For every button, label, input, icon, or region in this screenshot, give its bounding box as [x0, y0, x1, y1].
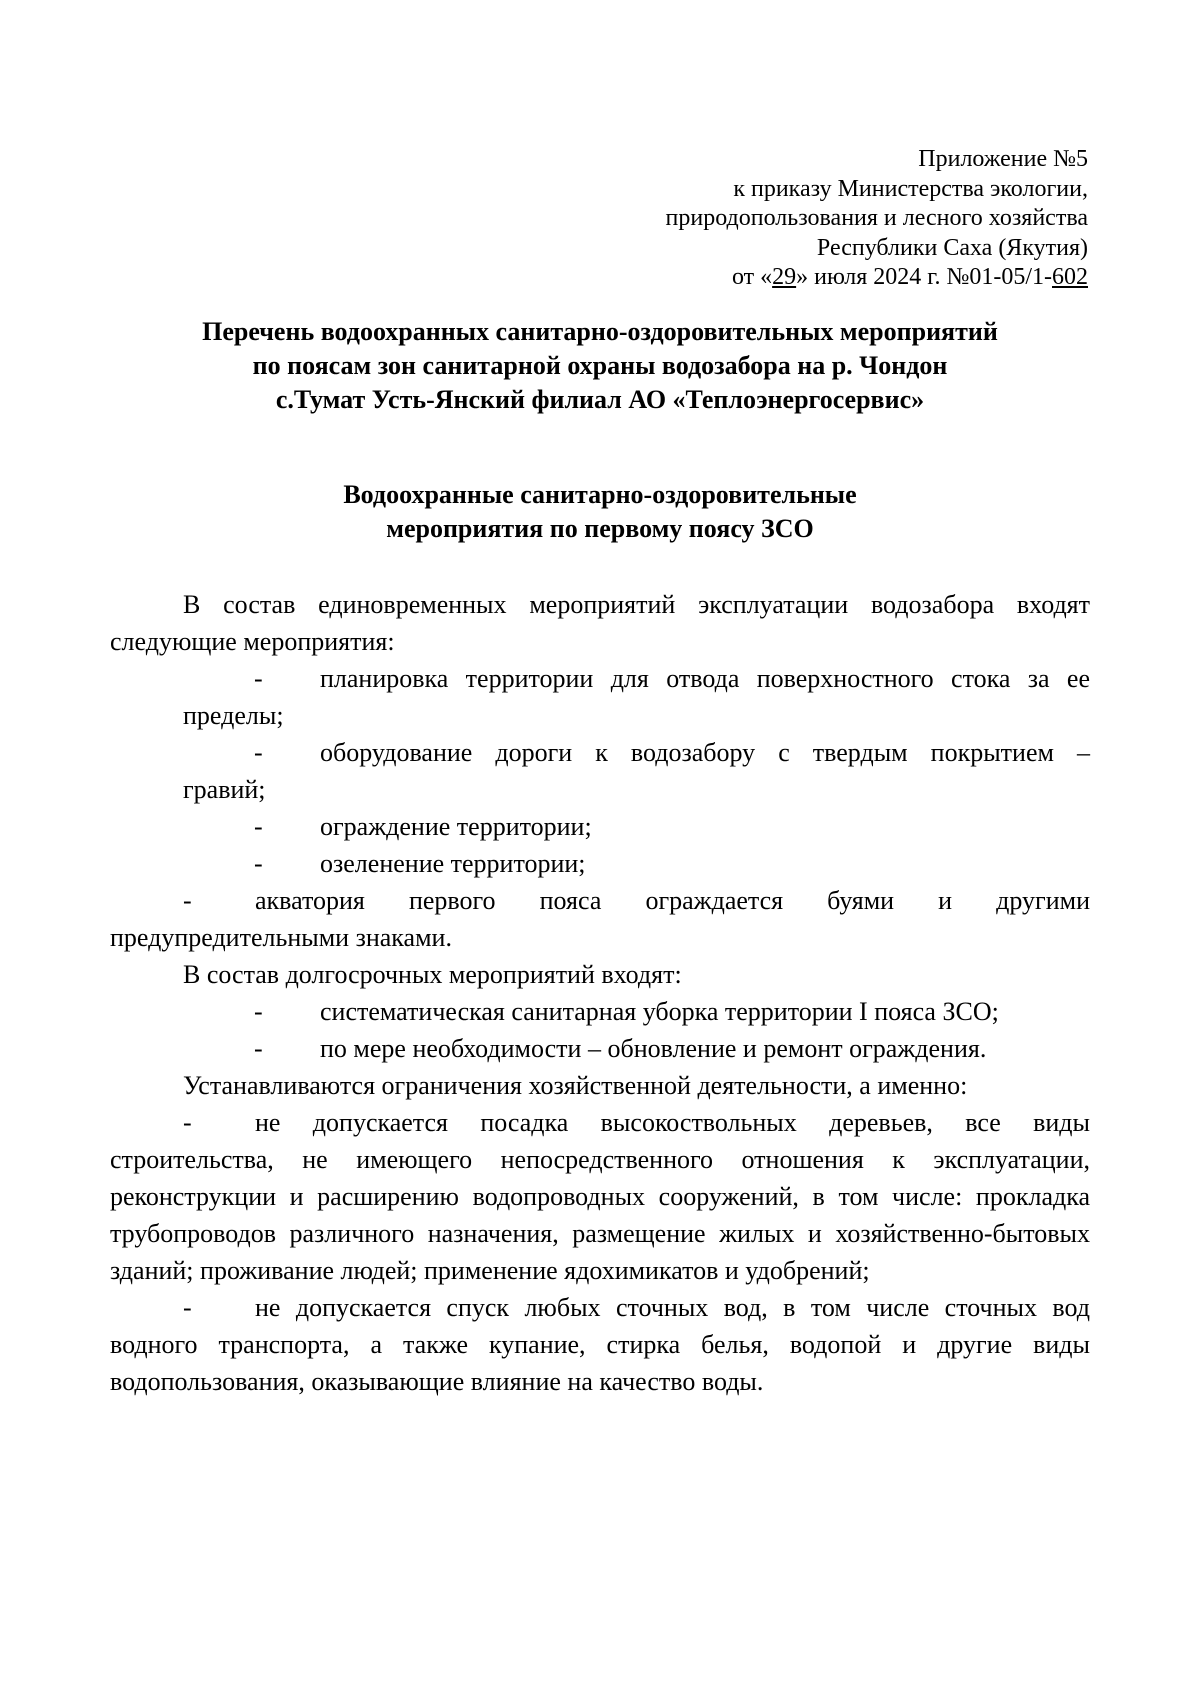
approval-line-4: Республики Саха (Якутия) [816, 234, 1088, 261]
approval-stamp-block [666, 145, 1088, 293]
list-item-text: ограждение территории; [320, 812, 592, 841]
list-dash: - [183, 1108, 192, 1137]
one-time-measures-intro: В состав единовременных мероприятий эксплуатации водозабора входят следующие мероприятия: [110, 590, 1090, 656]
approval-line-5 [666, 263, 1088, 293]
list-item-continuation: гравий; [183, 775, 266, 804]
list-item [110, 1030, 1090, 1067]
restriction-text: не допускается посадка высокоствольных деревьев, все виды строительства, не имеющего непосредственного отношения к эксплуатации, реконструкции и расширению водопроводных сооружений, в том числе: прокладка трубопроводов различного назначения, размещение жилых и хозяйственно-бытовых зданий; проживание людей; применение ядохимикатов и удобрений; [110, 1108, 1090, 1285]
title-line-3: с.Тумат Усть-Янский филиал АО «Теплоэнергосервис» [275, 385, 925, 414]
list-item [110, 993, 1090, 1030]
list-item [110, 734, 1090, 771]
restrictions-intro: Устанавливаются ограничения хозяйственной деятельности, а именно: [183, 1071, 968, 1100]
aquatory-text: акватория первого пояса ограждается буями и другими [255, 886, 1090, 915]
list-dash: - [254, 738, 263, 767]
list-dash: - [183, 1293, 192, 1322]
restriction-text: не допускается спуск любых сточных вод, в том числе сточных вод водного транспорта, а также купание, стирка белья, водопой и другие виды водопользования, оказывающие влияние на качество воды. [110, 1293, 1090, 1396]
approval-date-middle: » июля 2024 г. №01-05/1- [796, 264, 1052, 290]
section-heading-line-2: мероприятия по первому поясу ЗСО [386, 514, 814, 543]
list-item [110, 808, 1090, 845]
list-dash: - [254, 1034, 263, 1063]
list-item [110, 845, 1090, 882]
list-dash: - [254, 997, 263, 1026]
restriction-item [110, 1289, 1090, 1400]
list-dash: - [183, 886, 192, 915]
approval-order-number: 602 [1052, 264, 1088, 290]
aquatory-item [110, 882, 1090, 919]
approval-line-1: Приложение №5 [918, 146, 1088, 172]
approval-line-3: природопользования и лесного хозяйства [665, 205, 1088, 231]
title-line-1: Перечень водоохранных санитарно-оздоровительных мероприятий [202, 317, 998, 346]
list-item-text: оборудование дороги к водозабору с твердым покрытием – [320, 738, 1090, 767]
document-body [110, 586, 1090, 1400]
aquatory-continuation: предупредительными знаками. [110, 923, 452, 952]
document-title [0, 315, 1200, 417]
list-item-text: по мере необходимости – обновление и ремонт ограждения. [320, 1034, 987, 1063]
list-dash: - [254, 849, 263, 878]
list-item-text: озеленение территории; [320, 849, 586, 878]
title-line-2: по поясам зон санитарной охраны водозабора на р. Чондон [252, 351, 948, 380]
approval-date-prefix: от « [731, 264, 773, 290]
list-item-text: систематическая санитарная уборка территории I пояса ЗСО; [320, 997, 999, 1026]
list-item-text: планировка территории для отвода поверхностного стока за ее [320, 664, 1090, 693]
section-heading-line-1: Водоохранные санитарно-оздоровительные [343, 480, 857, 509]
list-item-continuation: пределы; [183, 701, 284, 730]
restriction-item [110, 1104, 1090, 1289]
long-term-intro: В состав долгосрочных мероприятий входят: [183, 960, 682, 989]
list-item [110, 660, 1090, 697]
list-dash: - [254, 664, 263, 693]
approval-line-2: к приказу Министерства экологии, [733, 175, 1088, 202]
approval-day: 29 [772, 264, 797, 290]
section-heading [0, 478, 1200, 546]
list-dash: - [254, 812, 263, 841]
